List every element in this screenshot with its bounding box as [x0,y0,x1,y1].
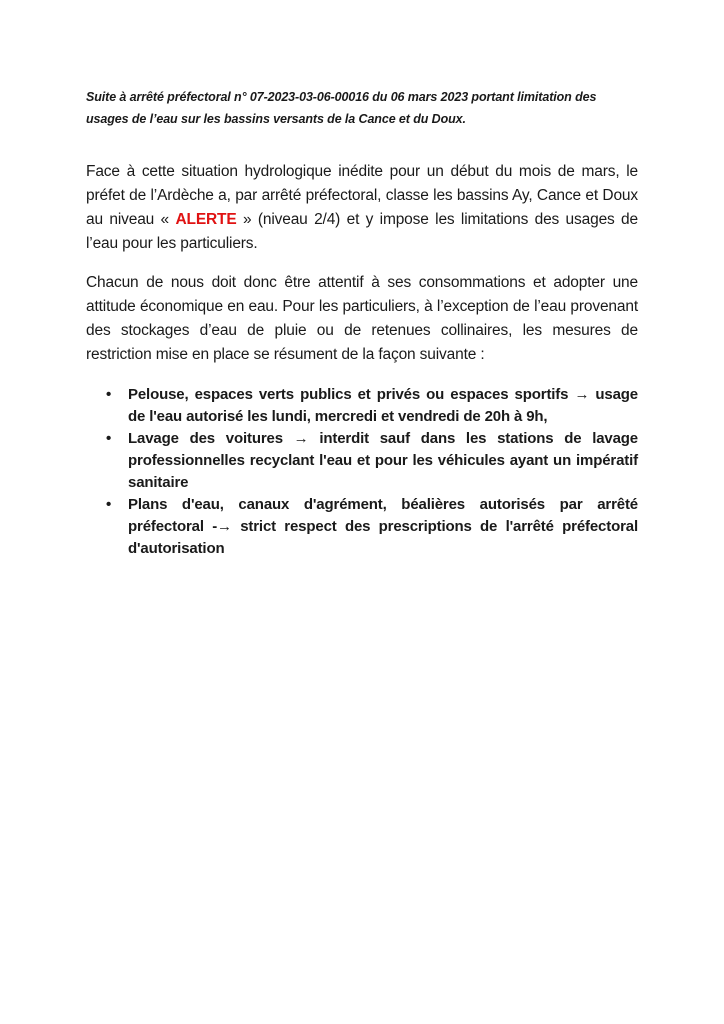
list-item-car-washing [86,428,638,494]
restriction-text-car-washing: Lavage des voitures → interdit sauf dans les stations de lavage professionnelles recyclant l'eau et pour les véhicules ayant un impératif sanitaire [128,430,638,491]
restrictions-list [86,384,638,560]
alert-level-word: ALERTE [175,211,237,228]
bullet-marker: • [106,386,112,403]
document-reference-header: Suite à arrêté préfectoral n° 07-2023-03-06-00016 du 06 mars 2023 portant limitation des usages de l’eau sur les bassins versants de la Cance et du Doux. [86,90,597,126]
paragraph-situation-lead: Face à cette situation hydrologique inédite pour un début du mois de mars, le préfet de l’Ardèche a, par arrêté préfectoral, classe les bassins Ay, Cance et Doux au niveau « [86,163,638,228]
restriction-text-ponds-canals: Plans d'eau, canaux d'agrément, béalières autorisés par arrêté préfectoral -→ strict respect des prescriptions de l'arrêté préfectoral d'autorisation [128,496,638,557]
restriction-text-lawns: Pelouse, espaces verts publics et privés ou espaces sportifs → usage de l'eau autorisé les lundi, mercredi et vendredi de 20h à 9h, [128,386,638,425]
paragraph-measures-intro: Chacun de nous doit donc être attentif à ses consommations et adopter une attitude économique en eau. Pour les particuliers, à l’exception de l’eau provenant des stockages d’eau de pluie ou de retenues collinaires, les mesures de restriction mise en place se résument de la façon suivante : [86,274,638,363]
list-item-lawns [86,384,638,428]
bullet-marker: • [106,430,112,447]
list-item-ponds-canals [86,494,638,560]
bullet-marker: • [106,496,112,513]
paragraph-situation-tail: » (niveau 2/4) et y impose les limitations des usages de l’eau pour les particuliers. [86,211,639,252]
paragraph-situation [86,160,638,256]
